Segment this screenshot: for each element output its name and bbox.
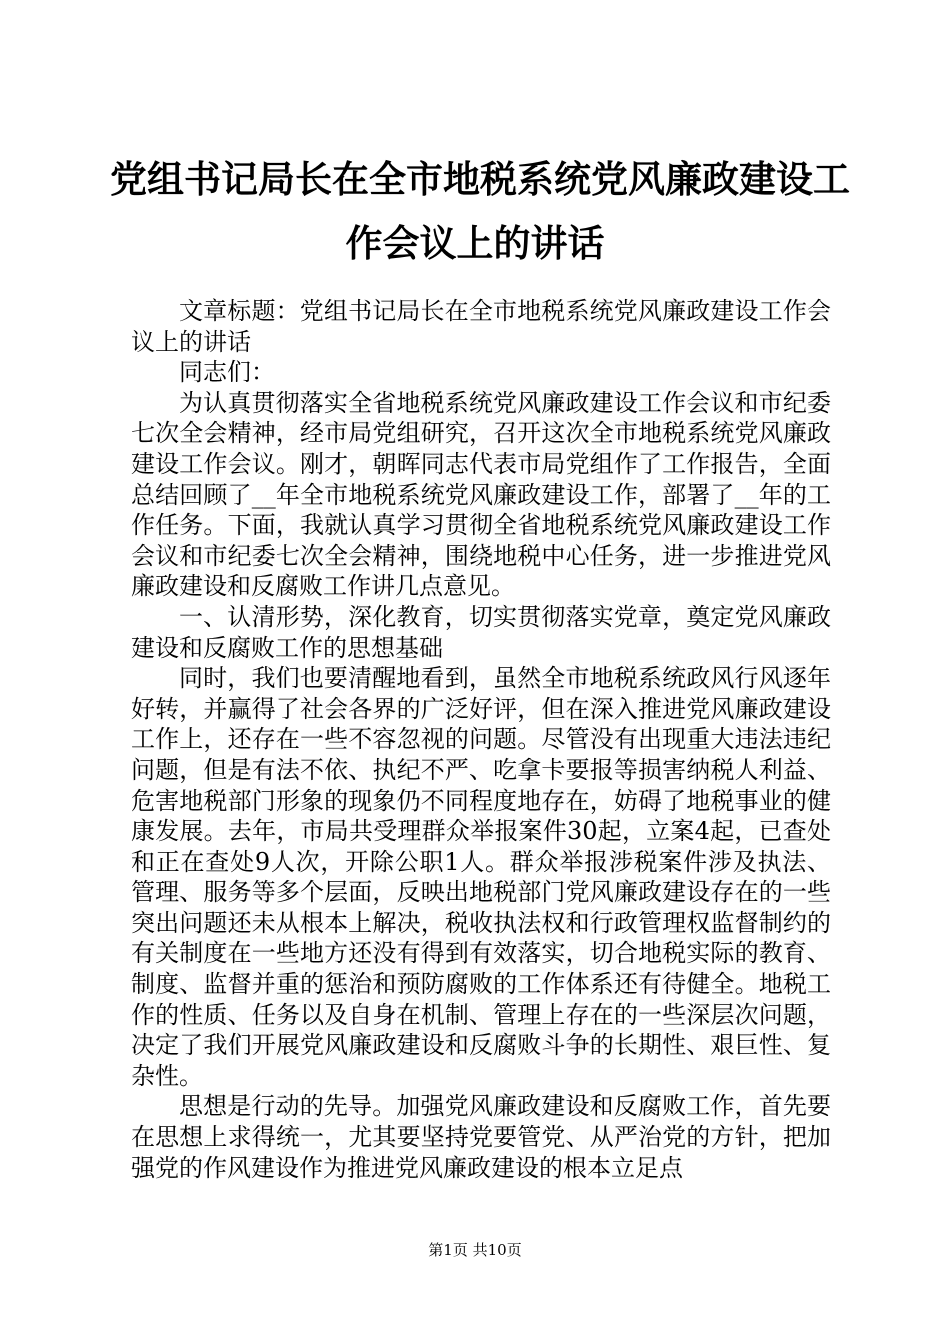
document-title-line-2: 作会议上的讲话 — [345, 222, 605, 265]
document-title-line-1: 党组书记局长在全市地税系统党风廉政建设工 — [110, 158, 850, 201]
document-body — [131, 296, 831, 1183]
article-title-paragraph: 文章标题：党组书记局长在全市地税系统党风廉政建设工作会议上的讲话 — [131, 297, 831, 356]
body-paragraph: 思想是行动的先导。加强党风廉政建设和反腐败工作，首先要在思想上求得统一，尤其要坚持党要管党、从严治党的方针，把加强党的作风建设作为推进党风廉政建设的根本立足点 — [131, 1092, 831, 1182]
page-number-footer: 第1页 共10页 — [428, 1241, 522, 1259]
salutation-paragraph: 同志们： — [179, 358, 275, 387]
intro-paragraph: 为认真贯彻落实全省地税系统党风廉政建设工作会议和市纪委七次全会精神，经市局党组研究，召开这次全市地税系统党风廉政建设工作会议。刚才，朝晖同志代表市局党组作了工作报告，全面总结回顾了__年全市地税系统党风廉政建设工作，部署了__年的工作任务。下面，我就认真学习贯彻全省地税系统党风廉政建设工作会议和市纪委七次全会精神，围绕地税中心任务，进一步推进党风廉政建设和反腐败工作讲几点意见。 — [131, 388, 831, 601]
section-heading-1: 一、认清形势，深化教育，切实贯彻落实党章，奠定党风廉政建设和反腐败工作的思想基础 — [131, 602, 831, 662]
body-paragraph: 同时，我们也要清醒地看到，虽然全市地税系统政风行风逐年好转，并赢得了社会各界的广泛好评，但在深入推进党风廉政建设工作上，还存在一些不容忽视的问题。尽管没有出现重大违法违纪问题，但是有法不依、执纪不严、吃拿卡要报等损害纳税人利益、危害地税部门形象的现象仍不同程度地存在，妨碍了地税事业的健康发展。去年，市局共受理群众举报案件30起，立案4起，已查处和正在查处9人次，开除公职1人。群众举报涉税案件涉及执法、管理、服务等多个层面，反映出地税部门党风廉政建设存在的一些突出问题还未从根本上解决，税收执法权和行政管理权监督制约的有关制度在一些地方还没有得到有效落实，切合地税实际的教育、制度、监督并重的惩治和预防腐败的工作体系还有待健全。地税工作的性质、任务以及自身在机制、管理上存在的一些深层次问题，决定了我们开展党风廉政建设和反腐败斗争的长期性、艰巨性、复杂性。 — [131, 664, 831, 1090]
